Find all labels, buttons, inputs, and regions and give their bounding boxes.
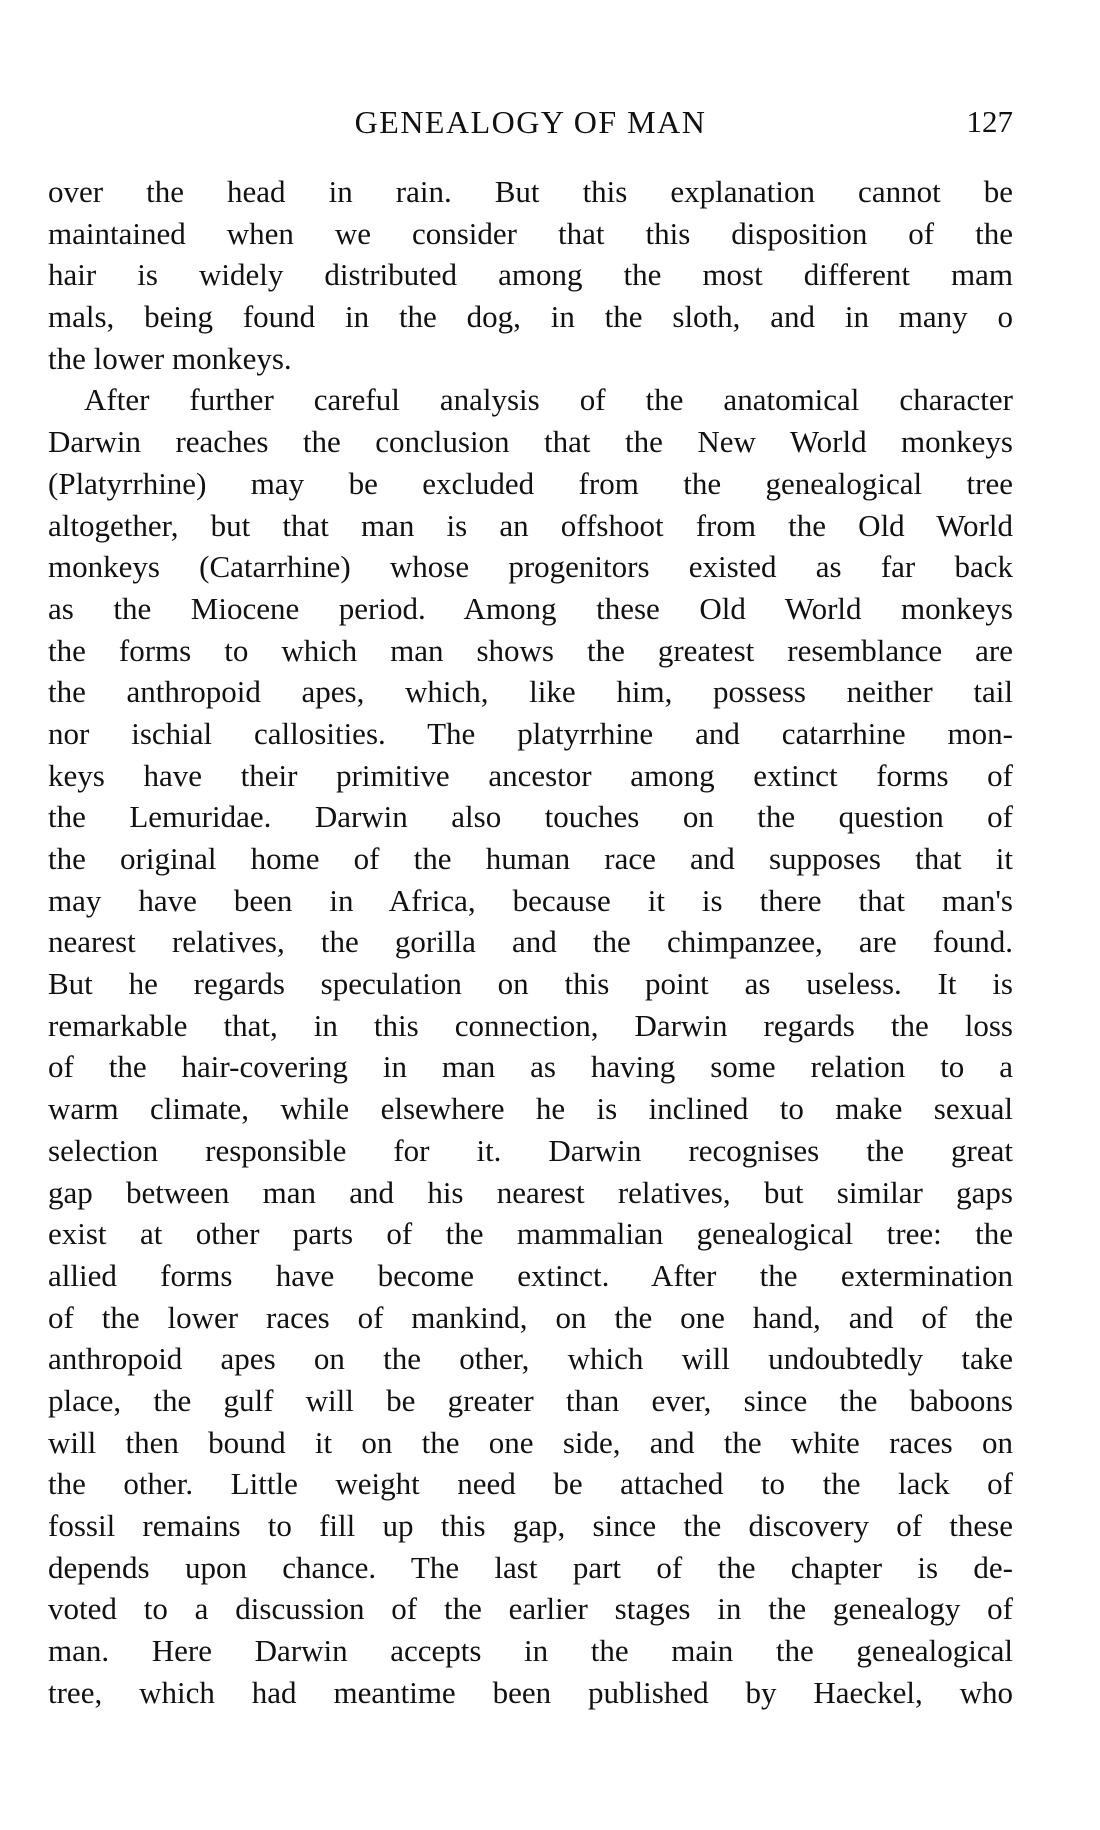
text-line: the anthropoid apes, which, like him, possess neither tail [48,674,1013,710]
text-line: warm climate, while elsewhere he is inclined to make sexual [48,1091,1013,1127]
text-line: the Lemuridae. Darwin also touches on the question of [48,799,1013,835]
text-line: man. Here Darwin accepts in the main the genealogical [48,1633,1013,1669]
text-line: of the lower races of mankind, on the one hand, and of the [48,1299,1013,1335]
text-line: mals, being found in the dog, in the sloth, and in many o [48,299,1013,335]
text-line: the forms to which man shows the greatest resemblance are [48,632,1013,668]
running-header [48,98,1013,146]
text-line: (Platyrrhine) may be excluded from the genealogical tree [48,465,1013,501]
running-title: GENEALOGY OF MAN [354,104,707,140]
text-line: will then bound it on the one side, and the white races on [48,1424,1013,1460]
text-line: selection responsible for it. Darwin recognises the great [48,1132,1013,1168]
text-line: remarkable that, in this connection, Darwin regards the loss [48,1007,1013,1043]
text-line: maintained when we consider that this disposition of the [48,215,1013,251]
text-line: depends upon chance. The last part of the chapter is de- [48,1549,1013,1585]
text-line: Darwin reaches the conclusion that the New World monkeys [48,424,1013,460]
paragraph-end-line: the lower monkeys. [48,340,292,376]
text-line: the original home of the human race and supposes that it [48,841,1013,876]
text-line: voted to a discussion of the earlier stages in the genealogy of [48,1591,1013,1627]
body-text [48,171,1013,1713]
text-line: monkeys (Catarrhine) whose progenitors existed as far back [48,549,1013,585]
text-line: allied forms have become extinct. After the extermination [48,1257,1013,1293]
text-line: nor ischial callosities. The platyrrhine and catarrhine mon- [48,715,1013,751]
text-line: But he regards speculation on this point as useless. It is [48,966,1013,1002]
text-line: anthropoid apes on the other, which will undoubtedly take [48,1341,1013,1377]
text-line: fossil remains to fill up this gap, since the discovery of these [48,1508,1013,1543]
text-line: gap between man and his nearest relatives, but similar gaps [48,1174,1013,1210]
text-line: nearest relatives, the gorilla and the chimpanzee, are found. [48,924,1013,960]
text-line: as the Miocene period. Among these Old World monkeys [48,590,1013,626]
text-line: exist at other parts of the mammalian genealogical tree: the [48,1216,1013,1252]
text-line: may have been in Africa, because it is there that man's [48,882,1013,918]
text-line: altogether, but that man is an offshoot from the Old World [48,507,1013,543]
text-line: of the hair-covering in man as having some relation to a [48,1049,1013,1085]
text-line: the other. Little weight need be attached to the lack of [48,1466,1013,1502]
text-line: hair is widely distributed among the most different mam [48,257,1013,293]
page-number: 127 [966,104,1013,139]
text-line: keys have their primitive ancestor among extinct forms of [48,757,1013,793]
text-line: place, the gulf will be greater than ever, since the baboons [48,1382,1013,1418]
text-line: tree, which had meantime been published by Haeckel, who [48,1674,1013,1710]
paragraph-start-line: After further careful analysis of the anatomical character [84,382,1013,418]
text-line: over the head in rain. But this explanation cannot be [48,174,1013,209]
